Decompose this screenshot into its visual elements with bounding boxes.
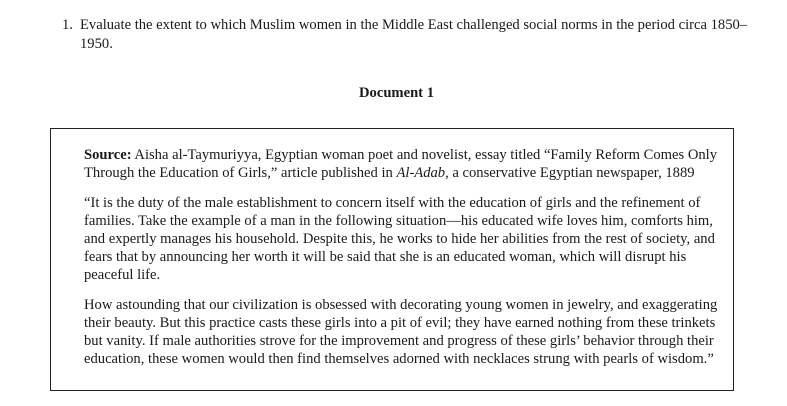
document-title: Document 1 — [359, 85, 434, 101]
source-text-start: Aisha al-Taymuriyya, Egyptian woman poet and novelist, essay titled “Family Reform Comes Only Through the Education of Girls,” article published in — [84, 147, 718, 181]
source-publication: Al-Adab — [396, 165, 446, 181]
question-text: Evaluate the extent to which Muslim women in the Middle East challenged social norms in the period circa 1850–1950. — [80, 17, 748, 52]
document-box — [50, 128, 734, 391]
question-number: 1. — [62, 17, 73, 33]
source-label: Source: — [84, 147, 132, 163]
document-content — [84, 146, 724, 368]
document-source — [84, 146, 724, 182]
source-text-end: , a conservative Egyptian newspaper, 1889 — [445, 165, 695, 181]
document-paragraph-2: How astounding that our civilization is obsessed with decorating young women in jewelry, and exaggerating their beauty. But this practice casts these girls into a pit of evil; they have earned nothing from these trinkets but vanity. If male authorities strove for the improvement and progress of these girls’ behavior through their education, these women would then find themselves adorned with necklaces strung with pearls of wisdom.” — [84, 297, 718, 367]
document-paragraph-1: “It is the duty of the male establishment to concern itself with the education of girls and the refinement of families. Take the example of a man in the following situation—his educated wife loves him, comforts him, and expertly manages his household. Despite this, he works to hide her abilities from the rest of society, and fears that by announcing her worth it will be said that she is an educated woman, which will disrupt his peaceful life. — [84, 195, 715, 283]
question — [62, 16, 752, 54]
